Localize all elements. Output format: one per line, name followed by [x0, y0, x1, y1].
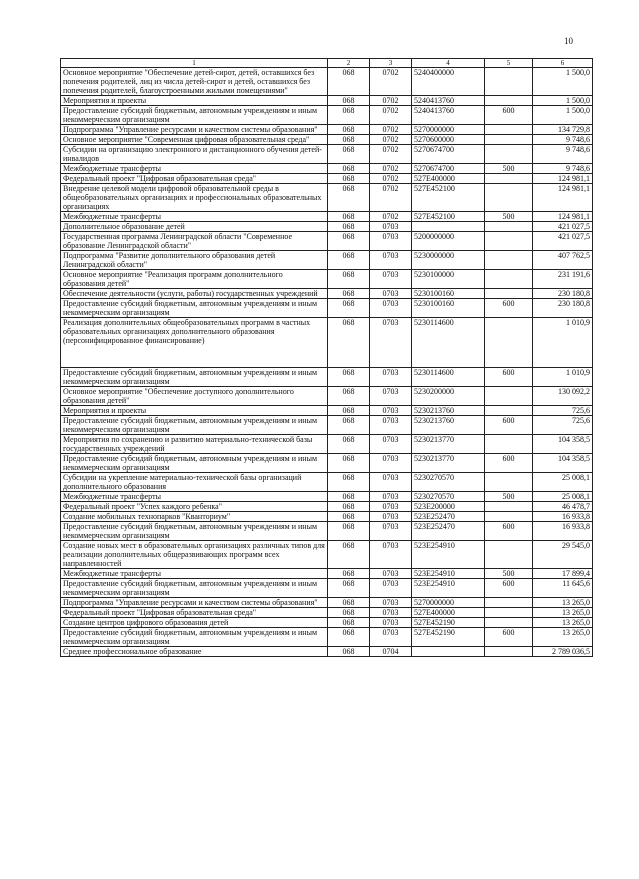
- table-row: [61, 164, 593, 174]
- row-expense-type-cell: [485, 618, 533, 628]
- row-ministry-cell: 068: [328, 492, 370, 502]
- row-ministry-cell: 068: [328, 299, 370, 318]
- table-row: [61, 647, 593, 657]
- row-ministry-cell: 068: [328, 212, 370, 222]
- row-section-cell: 0703: [370, 318, 412, 368]
- row-name-cell: Предоставление субсидий бюджетным, автономным учреждениям и иным некоммерческим организациям: [61, 522, 328, 541]
- row-section-cell: 0703: [370, 598, 412, 608]
- row-article-cell: 523E254910: [412, 569, 485, 579]
- row-ministry-cell: 068: [328, 628, 370, 647]
- row-section-cell: 0703: [370, 251, 412, 270]
- table-row: [61, 125, 593, 135]
- row-expense-type-cell: [485, 251, 533, 270]
- row-name-cell: Предоставление субсидий бюджетным, автономным учреждениям и иным некоммерческим организациям: [61, 454, 328, 473]
- row-name-cell: Реализация дополнительных общеобразовательных программ в частных образовательных организациях дополнительного образования (персонифицированное финансирование): [61, 318, 328, 368]
- row-name-cell: Предоставление субсидий бюджетным, автономным учреждениям и иным некоммерческим организациям: [61, 416, 328, 435]
- row-section-cell: 0703: [370, 387, 412, 406]
- row-article-cell: 5230213770: [412, 435, 485, 454]
- row-ministry-cell: 068: [328, 270, 370, 289]
- table-row: [61, 598, 593, 608]
- row-expense-type-cell: [485, 318, 533, 368]
- row-ministry-cell: 068: [328, 125, 370, 135]
- row-section-cell: 0702: [370, 174, 412, 184]
- row-amount-cell: 25 008,1: [533, 473, 593, 492]
- row-amount-cell: 1 010,9: [533, 318, 593, 368]
- table-row: [61, 232, 593, 251]
- row-expense-type-cell: [485, 502, 533, 512]
- row-article-cell: 527E452190: [412, 618, 485, 628]
- row-amount-cell: 421 027,5: [533, 222, 593, 232]
- row-section-cell: 0703: [370, 222, 412, 232]
- row-article-cell: 523E254910: [412, 579, 485, 598]
- row-article-cell: 5270674700: [412, 164, 485, 174]
- table-row: [61, 299, 593, 318]
- row-ministry-cell: 068: [328, 318, 370, 368]
- row-name-cell: Межбюджетные трансферты: [61, 492, 328, 502]
- row-amount-cell: 1 500,0: [533, 68, 593, 96]
- row-name-cell: Субсидии на укрепление материально-технической базы организаций дополнительного образования: [61, 473, 328, 492]
- row-section-cell: 0703: [370, 416, 412, 435]
- row-ministry-cell: 068: [328, 618, 370, 628]
- row-ministry-cell: 068: [328, 232, 370, 251]
- row-name-cell: Предоставление субсидий бюджетным, автономным учреждениям и иным некоммерческим организациям: [61, 628, 328, 647]
- row-article-cell: 5230213770: [412, 454, 485, 473]
- row-article-cell: 5240413760: [412, 106, 485, 125]
- row-article-cell: 5270600000: [412, 135, 485, 145]
- row-name-cell: Основное мероприятие "Современная цифровая образовательная среда": [61, 135, 328, 145]
- row-section-cell: 0702: [370, 184, 412, 212]
- row-article-cell: 5230114600: [412, 318, 485, 368]
- row-amount-cell: 29 545,0: [533, 541, 593, 569]
- row-name-cell: Предоставление субсидий бюджетным, автономным учреждениям и иным некоммерческим организациям: [61, 368, 328, 387]
- budget-table: [60, 58, 593, 657]
- row-article-cell: 5200000000: [412, 232, 485, 251]
- row-name-cell: Дополнительное образование детей: [61, 222, 328, 232]
- row-article-cell: 523E200000: [412, 502, 485, 512]
- row-name-cell: Субсидии на организацию электронного и дистанционного обучения детей-инвалидов: [61, 145, 328, 164]
- row-ministry-cell: 068: [328, 454, 370, 473]
- row-article-cell: 523E252470: [412, 512, 485, 522]
- row-ministry-cell: 068: [328, 541, 370, 569]
- row-expense-type-cell: [485, 184, 533, 212]
- row-name-cell: Подпрограмма "Развитие дополнительного образования детей Ленинградской области": [61, 251, 328, 270]
- row-name-cell: Федеральный проект "Успех каждого ребенка": [61, 502, 328, 512]
- table-row: [61, 96, 593, 106]
- row-article-cell: 527E400000: [412, 174, 485, 184]
- row-ministry-cell: 068: [328, 406, 370, 416]
- row-section-cell: 0703: [370, 435, 412, 454]
- row-amount-cell: 231 191,6: [533, 270, 593, 289]
- row-article-cell: 5230270570: [412, 473, 485, 492]
- table-row: [61, 541, 593, 569]
- row-amount-cell: 9 748,6: [533, 164, 593, 174]
- row-ministry-cell: 068: [328, 174, 370, 184]
- row-article-cell: 5230213760: [412, 416, 485, 435]
- col-header-6: 6: [533, 59, 593, 68]
- row-article-cell: 5270674700: [412, 145, 485, 164]
- row-expense-type-cell: 600: [485, 299, 533, 318]
- col-header-3: 3: [370, 59, 412, 68]
- row-amount-cell: 104 358,5: [533, 435, 593, 454]
- row-expense-type-cell: [485, 232, 533, 251]
- row-article-cell: 523E254910: [412, 541, 485, 569]
- row-ministry-cell: 068: [328, 164, 370, 174]
- table-row: [61, 318, 593, 368]
- row-article-cell: 5270000000: [412, 598, 485, 608]
- row-ministry-cell: 068: [328, 435, 370, 454]
- row-expense-type-cell: [485, 512, 533, 522]
- row-article-cell: 5230114600: [412, 368, 485, 387]
- row-ministry-cell: 068: [328, 135, 370, 145]
- row-article-cell: 5230100000: [412, 270, 485, 289]
- row-amount-cell: 13 265,0: [533, 598, 593, 608]
- row-ministry-cell: 068: [328, 145, 370, 164]
- table-row: [61, 406, 593, 416]
- table-row: [61, 569, 593, 579]
- row-section-cell: 0703: [370, 502, 412, 512]
- row-ministry-cell: 068: [328, 68, 370, 96]
- row-section-cell: 0703: [370, 512, 412, 522]
- row-amount-cell: 1 500,0: [533, 106, 593, 125]
- row-article-cell: 5230100160: [412, 299, 485, 318]
- row-expense-type-cell: [485, 135, 533, 145]
- row-ministry-cell: 068: [328, 473, 370, 492]
- table-row: [61, 454, 593, 473]
- row-expense-type-cell: 500: [485, 212, 533, 222]
- table-row: [61, 492, 593, 502]
- row-expense-type-cell: 500: [485, 164, 533, 174]
- row-ministry-cell: 068: [328, 368, 370, 387]
- row-expense-type-cell: [485, 145, 533, 164]
- row-amount-cell: 16 933,8: [533, 522, 593, 541]
- row-expense-type-cell: 600: [485, 579, 533, 598]
- table-row: [61, 184, 593, 212]
- row-name-cell: Предоставление субсидий бюджетным, автономным учреждениям и иным некоммерческим организациям: [61, 579, 328, 598]
- row-amount-cell: 25 008,1: [533, 492, 593, 502]
- row-name-cell: Создание мобильных технопарков "Кванториум": [61, 512, 328, 522]
- row-expense-type-cell: [485, 222, 533, 232]
- row-article-cell: 5240413760: [412, 96, 485, 106]
- row-name-cell: Федеральный проект "Цифровая образовательная среда": [61, 174, 328, 184]
- table-row: [61, 416, 593, 435]
- row-section-cell: 0702: [370, 145, 412, 164]
- row-amount-cell: 1 010,9: [533, 368, 593, 387]
- row-name-cell: Создание центров цифрового образования детей: [61, 618, 328, 628]
- table-body: [61, 68, 593, 657]
- row-expense-type-cell: [485, 68, 533, 96]
- row-article-cell: 527E400000: [412, 608, 485, 618]
- row-name-cell: Основное мероприятие "Обеспечение доступного дополнительного образования детей": [61, 387, 328, 406]
- row-article-cell: 5230200000: [412, 387, 485, 406]
- row-amount-cell: 2 789 036,5: [533, 647, 593, 657]
- row-name-cell: Основное мероприятие "Обеспечение детей-сирот, детей, оставшихся без попечения родителей, лиц из числа детей-сирот и детей, оставшихся без попечения родителей, благоустроенными жилыми помещениями": [61, 68, 328, 96]
- row-expense-type-cell: [485, 608, 533, 618]
- row-amount-cell: 725,6: [533, 416, 593, 435]
- row-name-cell: Внедрение целевой модели цифровой образовательной среды в общеобразовательных организациях и профессиональных образовательных организациях: [61, 184, 328, 212]
- table-row: [61, 473, 593, 492]
- row-name-cell: Межбюджетные трансферты: [61, 569, 328, 579]
- row-expense-type-cell: [485, 598, 533, 608]
- row-expense-type-cell: [485, 96, 533, 106]
- row-article-cell: 527E452190: [412, 628, 485, 647]
- table-row: [61, 68, 593, 96]
- row-expense-type-cell: 600: [485, 628, 533, 647]
- row-ministry-cell: 068: [328, 522, 370, 541]
- row-section-cell: 0703: [370, 270, 412, 289]
- row-section-cell: 0702: [370, 135, 412, 145]
- row-amount-cell: 230 180,8: [533, 299, 593, 318]
- row-amount-cell: 130 092,2: [533, 387, 593, 406]
- row-amount-cell: 9 748,6: [533, 145, 593, 164]
- row-expense-type-cell: [485, 125, 533, 135]
- row-amount-cell: 725,6: [533, 406, 593, 416]
- row-ministry-cell: 068: [328, 569, 370, 579]
- row-amount-cell: 13 265,0: [533, 608, 593, 618]
- row-ministry-cell: 068: [328, 387, 370, 406]
- row-section-cell: 0703: [370, 454, 412, 473]
- row-name-cell: Мероприятия и проекты: [61, 406, 328, 416]
- row-ministry-cell: 068: [328, 502, 370, 512]
- row-name-cell: Среднее профессиональное образование: [61, 647, 328, 657]
- row-ministry-cell: 068: [328, 608, 370, 618]
- table-row: [61, 502, 593, 512]
- row-section-cell: 0703: [370, 618, 412, 628]
- row-name-cell: Федеральный проект "Цифровая образовательная среда": [61, 608, 328, 618]
- row-article-cell: 5230213760: [412, 406, 485, 416]
- row-expense-type-cell: [485, 541, 533, 569]
- row-name-cell: Государственная программа Ленинградской области "Современное образование Ленинградской области": [61, 232, 328, 251]
- row-amount-cell: 124 981,1: [533, 174, 593, 184]
- row-expense-type-cell: [485, 270, 533, 289]
- table-row: [61, 174, 593, 184]
- row-expense-type-cell: [485, 289, 533, 299]
- row-amount-cell: 421 027,5: [533, 232, 593, 251]
- row-section-cell: 0702: [370, 212, 412, 222]
- table-row: [61, 387, 593, 406]
- row-name-cell: Мероприятия и проекты: [61, 96, 328, 106]
- row-ministry-cell: 068: [328, 598, 370, 608]
- col-header-1: 1: [61, 59, 328, 68]
- row-expense-type-cell: 500: [485, 569, 533, 579]
- row-ministry-cell: 068: [328, 579, 370, 598]
- row-name-cell: Подпрограмма "Управление ресурсами и качеством системы образования": [61, 125, 328, 135]
- row-section-cell: 0703: [370, 569, 412, 579]
- table-row: [61, 270, 593, 289]
- row-section-cell: 0703: [370, 579, 412, 598]
- row-article-cell: 5240400000: [412, 68, 485, 96]
- row-article-cell: [412, 647, 485, 657]
- row-amount-cell: 230 180,8: [533, 289, 593, 299]
- row-expense-type-cell: [485, 647, 533, 657]
- row-ministry-cell: 068: [328, 96, 370, 106]
- row-ministry-cell: 068: [328, 416, 370, 435]
- table-row: [61, 579, 593, 598]
- row-expense-type-cell: [485, 174, 533, 184]
- row-ministry-cell: 068: [328, 222, 370, 232]
- row-section-cell: 0703: [370, 368, 412, 387]
- row-section-cell: 0702: [370, 106, 412, 125]
- row-ministry-cell: 068: [328, 647, 370, 657]
- row-name-cell: Предоставление субсидий бюджетным, автономным учреждениям и иным некоммерческим организациям: [61, 106, 328, 125]
- row-name-cell: Межбюджетные трансферты: [61, 212, 328, 222]
- row-article-cell: 5270000000: [412, 125, 485, 135]
- row-ministry-cell: 068: [328, 184, 370, 212]
- row-article-cell: 5230100160: [412, 289, 485, 299]
- table-row: [61, 512, 593, 522]
- row-section-cell: 0702: [370, 96, 412, 106]
- row-section-cell: 0703: [370, 289, 412, 299]
- table-row: [61, 435, 593, 454]
- row-name-cell: Подпрограмма "Управление ресурсами и качеством системы образования": [61, 598, 328, 608]
- table-row: [61, 618, 593, 628]
- table-row: [61, 222, 593, 232]
- row-amount-cell: 9 748,6: [533, 135, 593, 145]
- row-expense-type-cell: 500: [485, 492, 533, 502]
- row-amount-cell: 134 729,8: [533, 125, 593, 135]
- page-number: 10: [564, 36, 573, 46]
- row-article-cell: 527E452100: [412, 212, 485, 222]
- row-section-cell: 0703: [370, 473, 412, 492]
- row-amount-cell: 17 899,4: [533, 569, 593, 579]
- table-row: [61, 608, 593, 618]
- row-name-cell: Обеспечение деятельности (услуги, работы) государственных учреждений: [61, 289, 328, 299]
- table-row: [61, 106, 593, 125]
- col-header-2: 2: [328, 59, 370, 68]
- row-expense-type-cell: 600: [485, 368, 533, 387]
- table-row: [61, 628, 593, 647]
- row-section-cell: 0702: [370, 68, 412, 96]
- col-header-4: 4: [412, 59, 485, 68]
- row-section-cell: 0703: [370, 522, 412, 541]
- row-name-cell: Предоставление субсидий бюджетным, автономным учреждениям и иным некоммерческим организациям: [61, 299, 328, 318]
- row-section-cell: 0703: [370, 232, 412, 251]
- row-section-cell: 0702: [370, 125, 412, 135]
- table-row: [61, 289, 593, 299]
- row-expense-type-cell: [485, 406, 533, 416]
- row-name-cell: Создание новых мест в образовательных организациях различных типов для реализации дополнительных общеразвивающих программ всех направленностей: [61, 541, 328, 569]
- row-section-cell: 0703: [370, 406, 412, 416]
- row-section-cell: 0703: [370, 628, 412, 647]
- col-header-5: 5: [485, 59, 533, 68]
- row-article-cell: 523E252470: [412, 522, 485, 541]
- row-article-cell: 5230270570: [412, 492, 485, 502]
- row-amount-cell: 124 981,1: [533, 212, 593, 222]
- row-expense-type-cell: [485, 435, 533, 454]
- row-section-cell: 0703: [370, 492, 412, 502]
- table-row: [61, 368, 593, 387]
- table-row: [61, 145, 593, 164]
- row-section-cell: 0703: [370, 541, 412, 569]
- row-section-cell: 0704: [370, 647, 412, 657]
- row-amount-cell: 13 265,0: [533, 618, 593, 628]
- row-amount-cell: 16 933,8: [533, 512, 593, 522]
- column-number-row: [61, 59, 593, 68]
- row-amount-cell: 124 981,1: [533, 184, 593, 212]
- row-ministry-cell: 068: [328, 512, 370, 522]
- row-name-cell: Мероприятия по сохранению и развитию материально-технической базы государственных учреждений: [61, 435, 328, 454]
- row-expense-type-cell: 600: [485, 454, 533, 473]
- row-section-cell: 0703: [370, 299, 412, 318]
- table-row: [61, 522, 593, 541]
- table-row: [61, 212, 593, 222]
- row-section-cell: 0702: [370, 164, 412, 174]
- row-ministry-cell: 068: [328, 251, 370, 270]
- row-expense-type-cell: 600: [485, 106, 533, 125]
- row-ministry-cell: 068: [328, 106, 370, 125]
- row-amount-cell: 1 500,0: [533, 96, 593, 106]
- row-amount-cell: 407 762,5: [533, 251, 593, 270]
- row-amount-cell: 46 478,7: [533, 502, 593, 512]
- row-amount-cell: 11 645,6: [533, 579, 593, 598]
- row-article-cell: 5230000000: [412, 251, 485, 270]
- row-expense-type-cell: [485, 473, 533, 492]
- row-expense-type-cell: 600: [485, 416, 533, 435]
- row-name-cell: Межбюджетные трансферты: [61, 164, 328, 174]
- row-expense-type-cell: 600: [485, 522, 533, 541]
- row-amount-cell: 104 358,5: [533, 454, 593, 473]
- table-row: [61, 251, 593, 270]
- row-article-cell: [412, 222, 485, 232]
- row-name-cell: Основное мероприятие "Реализация программ дополнительного образования детей": [61, 270, 328, 289]
- row-ministry-cell: 068: [328, 289, 370, 299]
- row-expense-type-cell: [485, 387, 533, 406]
- row-article-cell: 527E452100: [412, 184, 485, 212]
- row-section-cell: 0703: [370, 608, 412, 618]
- row-amount-cell: 13 265,0: [533, 628, 593, 647]
- table-row: [61, 135, 593, 145]
